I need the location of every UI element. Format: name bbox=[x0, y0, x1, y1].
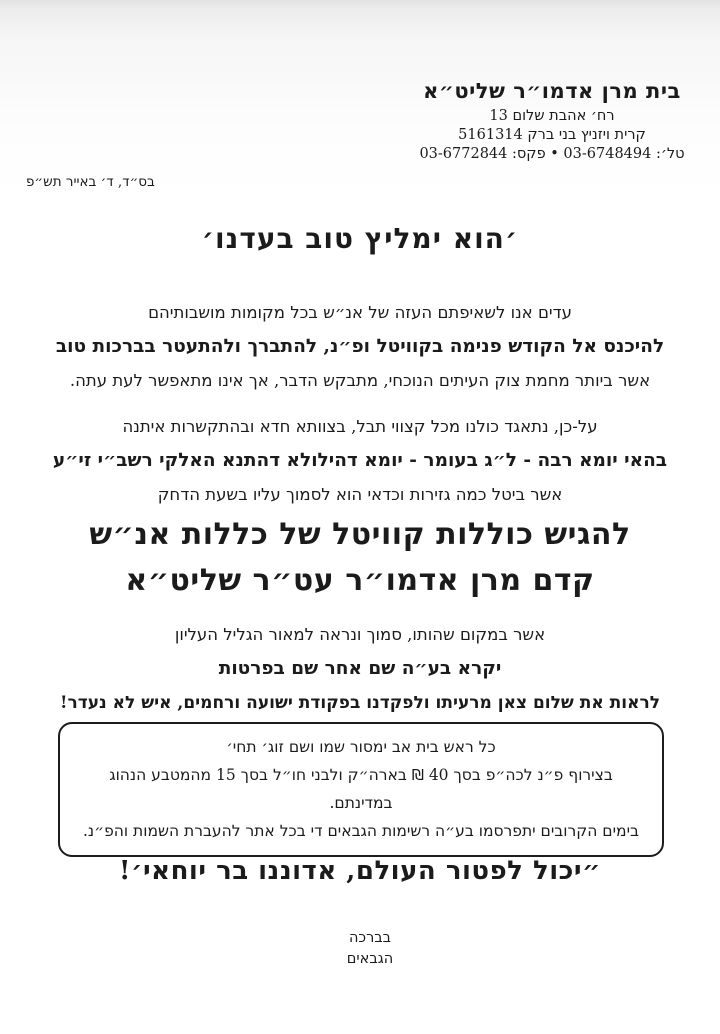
paragraph1-line2: להיכנס אל הקודש פנימה בקוויטל ופ״נ, להתברך ולהתעטר בברכות טוב bbox=[55, 336, 665, 357]
paragraph2-line2: בהאי יומא רבה - ל״ג בעומר - יומא דהילולא דהתנא האלקי רשב״י זי״ע bbox=[52, 450, 668, 471]
org-name: בית מרן אדמו״ר שליט״א bbox=[423, 78, 681, 103]
notice-line1: כל ראש בית אב ימסור שמו ושם זוג׳ תחי׳ bbox=[226, 738, 496, 756]
date-line: בס״ד, ד׳ באייר תש״פ bbox=[26, 174, 155, 190]
headline-line1: להגיש כוללות קוויטל של כללות אנ״ש bbox=[89, 517, 631, 552]
paragraph3-line3: לראות את שלום צאן מרעיתו ולפקדנו בפקודת ישועה ורחמים, איש לא נעדר! bbox=[60, 693, 660, 713]
letter-title: ׳הוא ימליץ טוב בעדנו׳ bbox=[201, 222, 519, 255]
paragraph-blessing bbox=[0, 618, 720, 720]
notice-line2: בצירוף פ״נ לכה״פ בסך 40 ₪ בארה״ק ולבני חו״ל בסך 15 מהמטבע הנהוג במדינתם. bbox=[109, 766, 613, 812]
paragraph-gathering bbox=[0, 410, 720, 512]
letterhead-contact: טל׳: 03-6748494 • פקס: 03-6772844 bbox=[419, 146, 685, 162]
closing-quote: ״יכול לפטור העולם, אדוננו בר יוחאי׳! bbox=[119, 856, 601, 886]
instructions-box bbox=[58, 722, 664, 857]
letterhead-city: קרית ויזניץ בני ברק 5161314 bbox=[458, 127, 646, 143]
signature-block bbox=[10, 928, 720, 970]
signature-blessing: בברכה bbox=[348, 930, 392, 946]
notice-line3: בימים הקרובים יתפרסמו בע״ה רשימות הגבאים די בכל אתר להעברת השמות והפ״נ. bbox=[82, 822, 640, 840]
paragraph1-line1: עדים אנו לשאיפתם העזה של אנ״ש בכל מקומות מושבותיהם bbox=[148, 303, 572, 322]
main-headline bbox=[0, 512, 720, 604]
paragraph2-line1: על-כן, נתאגד כולנו מכל קצווי תבל, בצוותא חדא ובהתקשרות איתנה bbox=[122, 417, 598, 436]
paragraph-aspiration bbox=[0, 296, 720, 398]
paragraph3-line2: יקרא בע״ה שם אחר שם בפרטות bbox=[218, 658, 502, 679]
signature-gabbaim: הגבאים bbox=[346, 951, 394, 967]
letterhead-street: רח׳ אהבת שלום 13 bbox=[489, 108, 615, 124]
headline-line2: קדם מרן אדמו״ר עט״ר שליט״א bbox=[125, 563, 595, 598]
letterhead bbox=[392, 78, 712, 164]
paragraph1-line3: אשר ביותר מחמת צוק העיתים הנוכחי, מתבקש הדבר, אך אינו מתאפשר לעת עתה. bbox=[69, 371, 651, 390]
paragraph2-line3: אשר ביטל כמה גזירות וכדאי הוא לסמוך עליו בשעת הדחק bbox=[157, 485, 563, 504]
paragraph3-line1: אשר במקום שהותו, סמוך ונראה למאור הגליל העליון bbox=[174, 625, 546, 644]
